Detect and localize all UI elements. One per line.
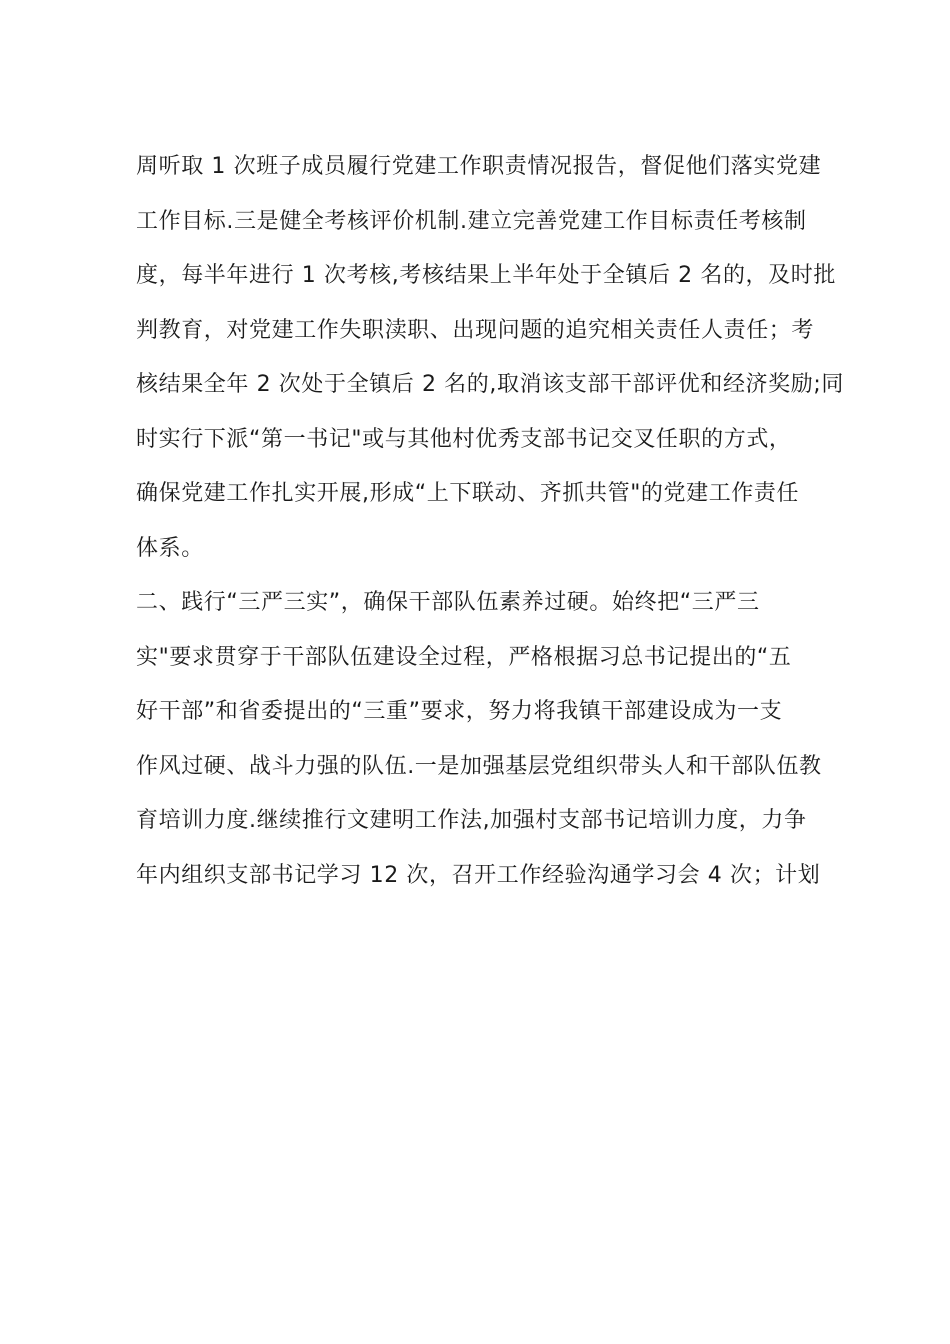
text-line-13: 育培训力度.继续推行文建明工作法,加强村支部书记培训力度，力争 (136, 808, 807, 833)
text-line-2: 工作目标.三是健全考核评价机制.建立完善党建工作目标责任考核制 (136, 208, 807, 234)
text-line-7: 确保党建工作扎实开展,形成“上下联动、齐抓共管"的党建工作责任 (136, 481, 800, 506)
text-line-4: 判教育，对党建工作失职渎职、出现问题的追究相关责任人责任；考 (136, 317, 815, 343)
text-line-3: 度，每半年进行 1 次考核,考核结果上半年处于全镇后 2 名的，及时批 (136, 263, 836, 288)
text-line-1: 周听取 1 次班子成员履行党建工作职责情况报告，督促他们落实党建 (136, 154, 822, 179)
text-line-9: 二、践行“三严三实”，确保干部队伍素养过硬。始终把“三严三 (136, 590, 760, 615)
text-line-8: 体系。 (136, 535, 204, 561)
text-line-14: 年内组织支部书记学习 12 次，召开工作经验沟通学习会 4 次；计划 (136, 862, 821, 888)
text-line-6: 时实行下派“第一书记"或与其他村优秀支部书记交叉任职的方式， (136, 426, 792, 452)
text-line-12: 作风过硬、战斗力强的队伍.一是加强基层党组织带头人和干部队伍教 (136, 753, 822, 779)
text-line-5: 核结果全年 2 次处于全镇后 2 名的,取消该支部干部评优和经济奖励;同 (136, 372, 844, 397)
body-text (136, 140, 844, 903)
text-line-10: 实"要求贯穿于干部队伍建设全过程，严格根据习总书记提出的“五 (136, 644, 792, 670)
text-line-11: 好干部”和省委提出的“三重”要求，努力将我镇干部建设成为一支 (136, 699, 783, 724)
